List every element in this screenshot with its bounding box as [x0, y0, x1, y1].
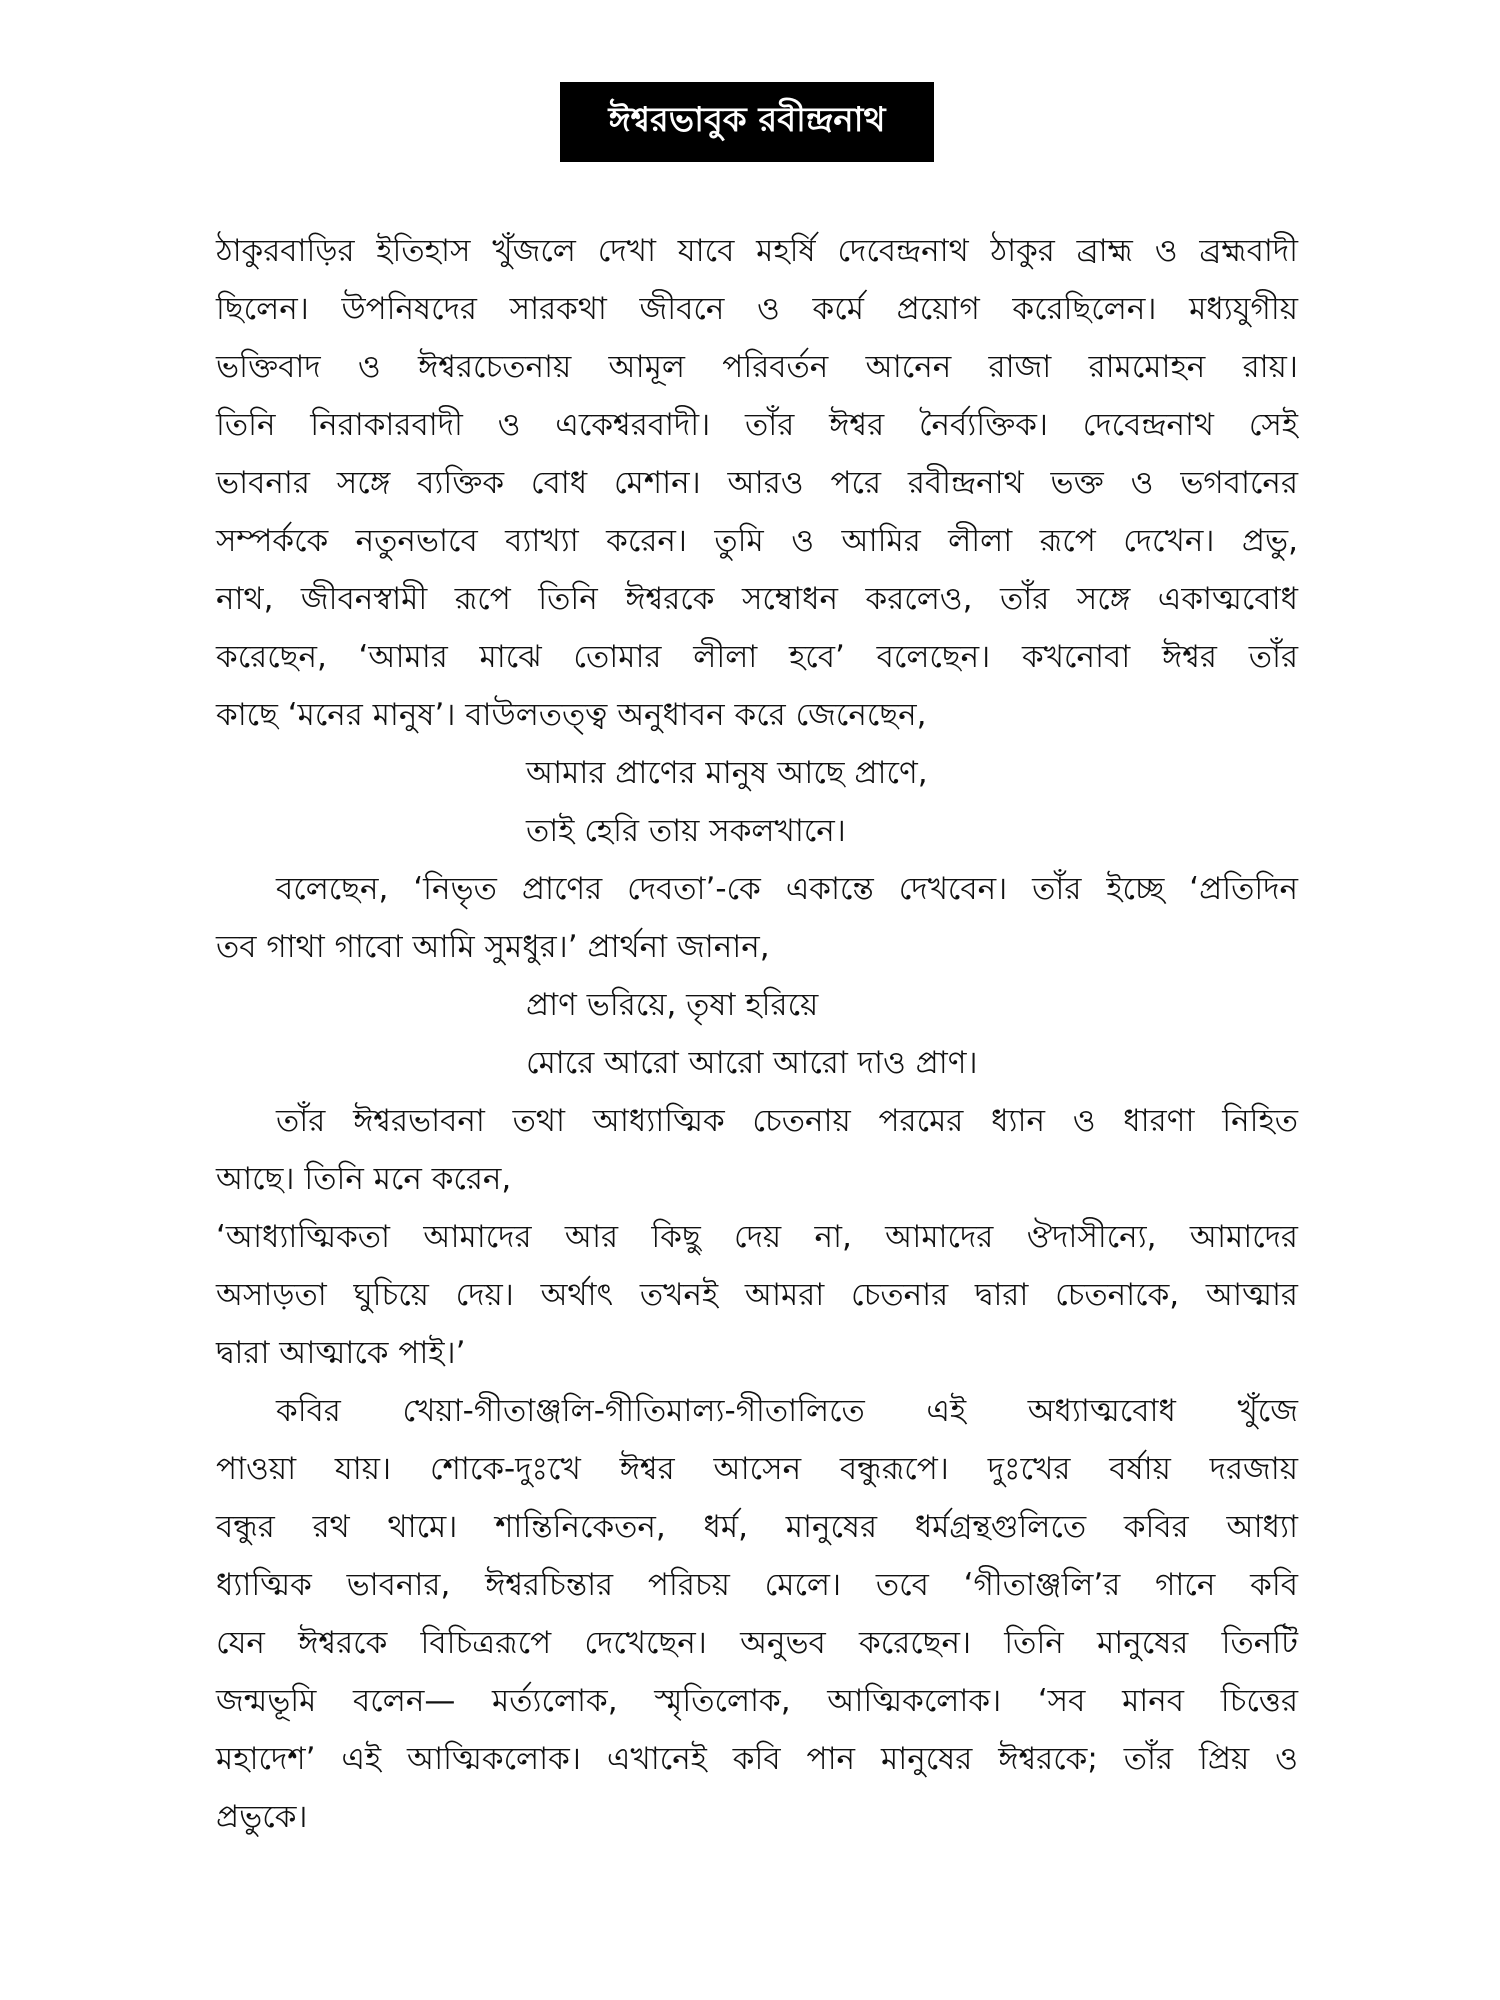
text-line: ছিলেন। উপনিষদের সারকথা জীবনে ও কর্মে প্রয়োগ করেছিলেন। মধ্যযুগীয়: [216, 291, 1298, 327]
text-line: তিনি নিরাকারবাদী ও একেশ্বরবাদী। তাঁর ঈশ্বর নৈর্ব্যক্তিক। দেবেন্দ্রনাথ সেই: [216, 407, 1298, 443]
text-line: আছে। তিনি মনে করেন,: [216, 1161, 512, 1197]
text-line: তাঁর ঈশ্বরভাবনা তথা আধ্যাত্মিক চেতনায় পরমের ধ্যান ও ধারণা নিহিত: [276, 1103, 1298, 1139]
body-text: [216, 222, 1298, 1846]
text-line: যেন ঈশ্বরকে বিচিত্ররূপে দেখেছেন। অনুভব করেছেন। তিনি মানুষের তিনটি: [216, 1625, 1298, 1661]
text-line: তব গাথা গাবো আমি সুমধুর।’ প্রার্থনা জানান,: [216, 929, 770, 965]
quote-line: অসাড়তা ঘুচিয়ে দেয়। অর্থাৎ তখনই আমরা চেতনার দ্বারা চেতনাকে, আত্মার: [216, 1277, 1298, 1313]
quote-line: দ্বারা আত্মাকে পাই।’: [216, 1335, 466, 1371]
verse-line: আমার প্রাণের মানুষ আছে প্রাণে,: [526, 755, 928, 791]
text-line: ভক্তিবাদ ও ঈশ্বরচেতনায় আমূল পরিবর্তন আনেন রাজা রামমোহন রায়।: [216, 349, 1298, 385]
text-line: পাওয়া যায়। শোকে-দুঃখে ঈশ্বর আসেন বন্ধুরূপে। দুঃখের বর্ষায় দরজায়: [216, 1451, 1298, 1487]
verse-line: প্রাণ ভরিয়ে, তৃষা হরিয়ে: [526, 987, 819, 1023]
text-line: করেছেন, ‘আমার মাঝে তোমার লীলা হবে’ বলেছেন। কখনোবা ঈশ্বর তাঁর: [216, 639, 1298, 675]
verse-line: তাই হেরি তায় সকলখানে।: [526, 813, 846, 849]
text-line: মহাদেশ’ এই আত্মিকলোক। এখানেই কবি পান মানুষের ঈশ্বরকে; তাঁর প্রিয় ও: [216, 1741, 1298, 1777]
text-line: কবির খেয়া-গীতাঞ্জলি-গীতিমাল্য-গীতালিতে এই অধ্যাত্মবোধ খুঁজে: [276, 1393, 1298, 1429]
text-line: বন্ধুর রথ থামে। শান্তিনিকেতন, ধর্ম, মানুষের ধর্মগ্রন্থগুলিতে কবির আধ্যা: [216, 1509, 1298, 1545]
text-line: কাছে ‘মনের মানুষ’। বাউলতত্ত্ব অনুধাবন করে জেনেছেন,: [216, 697, 927, 733]
text-line: প্রভুকে।: [216, 1799, 308, 1835]
text-line: নাথ, জীবনস্বামী রূপে তিনি ঈশ্বরকে সম্বোধন করলেও, তাঁর সঙ্গে একাত্মবোধ: [216, 581, 1298, 617]
quote-line: ‘আধ্যাত্মিকতা আমাদের আর কিছু দেয় না, আমাদের ঔদাসীন্যে, আমাদের: [216, 1219, 1298, 1255]
text-line: ধ্যাত্মিক ভাবনার, ঈশ্বরচিন্তার পরিচয় মেলে। তবে ‘গীতাঞ্জলি’র গানে কবি: [216, 1567, 1298, 1603]
text-line: সম্পর্ককে নতুনভাবে ব্যাখ্যা করেন। তুমি ও আমির লীলা রূপে দেখেন। প্রভু,: [216, 523, 1298, 559]
text-line: ঠাকুরবাড়ির ইতিহাস খুঁজলে দেখা যাবে মহর্ষি দেবেন্দ্রনাথ ঠাকুর ব্রাহ্ম ও ব্রহ্মবাদী: [216, 233, 1298, 269]
text-line: ভাবনার সঙ্গে ব্যক্তিক বোধ মেশান। আরও পরে রবীন্দ্রনাথ ভক্ত ও ভগবানের: [216, 465, 1298, 501]
verse-line: মোরে আরো আরো আরো দাও প্রাণ।: [526, 1045, 978, 1081]
text-line: জন্মভূমি বলেন— মর্ত্যলোক, স্মৃতিলোক, আত্মিকলোক। ‘সব মানব চিত্তের: [216, 1683, 1298, 1719]
page-title: ঈশ্বরভাবুক রবীন্দ্রনাথ: [560, 82, 934, 162]
text-line: বলেছেন, ‘নিভৃত প্রাণের দেবতা’-কে একান্তে দেখবেন। তাঁর ইচ্ছে ‘প্রতিদিন: [276, 871, 1298, 907]
